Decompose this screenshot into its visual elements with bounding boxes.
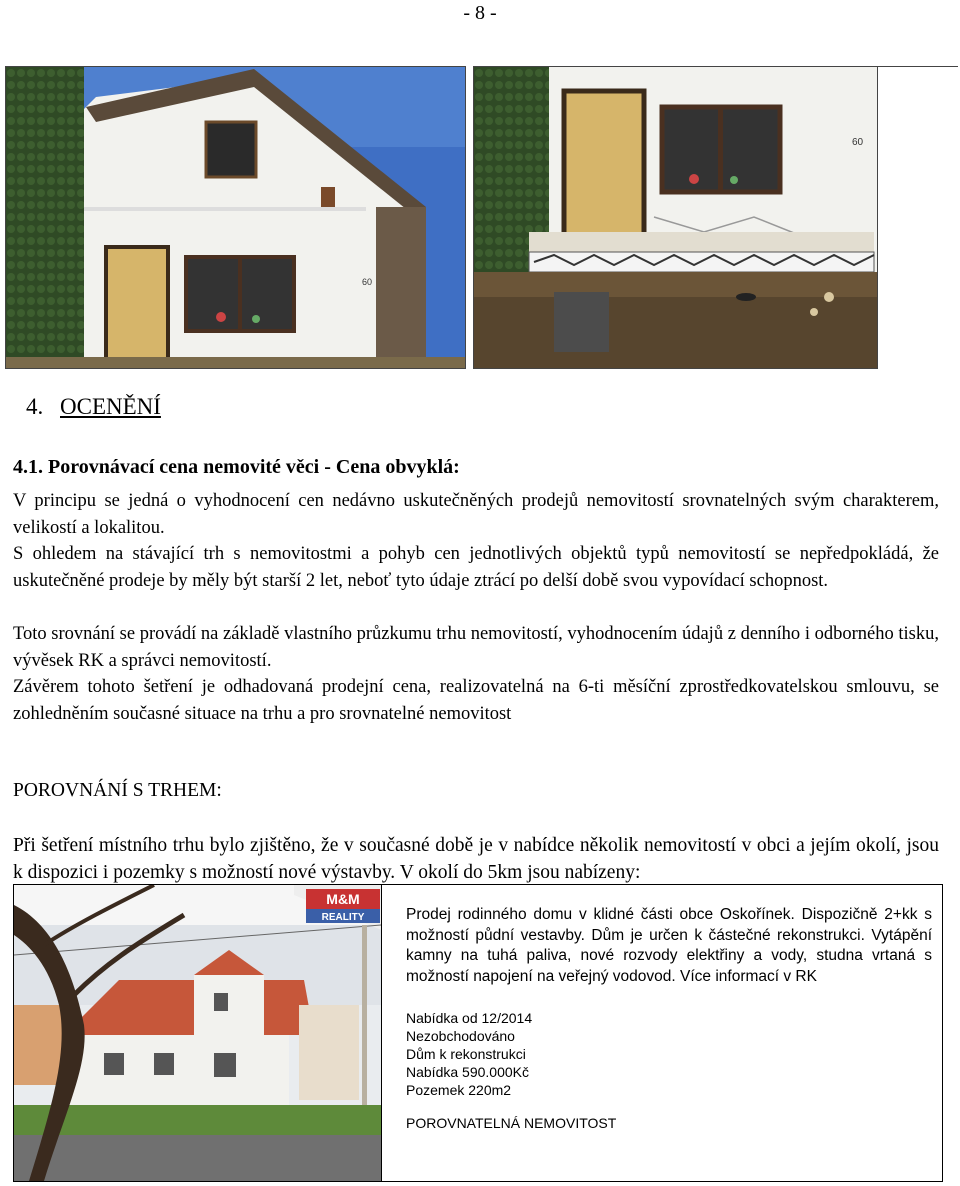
page-number: - 8 - bbox=[463, 2, 497, 24]
comparison-heading: POROVNÁNÍ S TRHEM: bbox=[13, 780, 222, 801]
section-heading bbox=[26, 394, 161, 420]
listing-details bbox=[406, 905, 932, 1131]
listing-description: Prodej rodinného domu v klidné části obce Oskořínek. Dispozičně 2+kk s možností půdní vestavby. Dům je určen k částečné rekonstrukci. Vytápění kamny na tuhá paliva, nové rozvody elektřiny a vody, studna vrtaná s možností napojení na veřejný vodovod. Více informací v RK bbox=[406, 906, 932, 985]
listing-fact: Nabídka od 12/2014 bbox=[406, 1010, 533, 1026]
listing-fact: Nezobchodováno bbox=[406, 1028, 515, 1044]
listing-photo bbox=[14, 885, 382, 1181]
listing-fact: Nabídka 590.000Kč bbox=[406, 1064, 529, 1080]
subsection-title: 4.1. Porovnávací cena nemovité věci - Cena obvyklá: bbox=[13, 456, 460, 478]
listing-fact: Pozemek 220m2 bbox=[406, 1082, 512, 1098]
house-photo-facade bbox=[473, 66, 878, 369]
listing-logo-top: M&M bbox=[326, 891, 360, 907]
comparison-intro: Při šetření místního trhu bylo zjištěno, že v současné době je v nabídce několik nemovitostí v obci a jejím okolí, jsou k dispozici i pozemky s možností nové výstavby. V okolí do 5km jsou nabízeny: bbox=[13, 835, 939, 883]
listing-logo-bottom: REALITY bbox=[321, 912, 365, 923]
house-photo-front bbox=[5, 66, 466, 369]
paragraph-market: S ohledem na stávající trh s nemovitostmi a pohyb cen jednotlivých objektů typů nemovitostí se nepředpokládá, že uskutečněné prodeje by měly být starší 2 let, neboť tyto údaje ztrácí po delší době svou vypovídací schopnost. bbox=[13, 544, 939, 591]
section-title: OCENĚNÍ bbox=[60, 394, 161, 419]
listing-fact: Dům k rekonstrukci bbox=[406, 1046, 526, 1062]
photo-rule bbox=[878, 66, 958, 67]
paragraph-survey: Toto srovnání se provádí na základě vlastního průzkumu trhu nemovitostí, vyhodnocením údajů z denního i odborného tisku, vývěsek RK a správci nemovitostí. bbox=[13, 624, 939, 671]
house-number-facade: 60 bbox=[852, 137, 864, 148]
section-number: 4. bbox=[26, 394, 44, 419]
listing-label: POROVNATELNÁ NEMOVITOST bbox=[406, 1115, 617, 1131]
house-number: 60 bbox=[362, 277, 373, 287]
listing-card bbox=[13, 884, 943, 1182]
paragraph-conclusion: Závěrem tohoto šetření je odhadovaná prodejní cena, realizovatelná na 6-ti měsíční zprostředkovatelskou smlouvu, se zohledněním současné situace na trhu a pro srovnatelné nemovitost bbox=[13, 677, 939, 724]
listing-facts bbox=[406, 1009, 932, 1099]
paragraph-principle: V principu se jedná o vyhodnocení cen nedávno uskutečněných prodejů nemovitostí srovnatelných svým charakterem, velikostí a lokalitou. bbox=[13, 491, 939, 538]
